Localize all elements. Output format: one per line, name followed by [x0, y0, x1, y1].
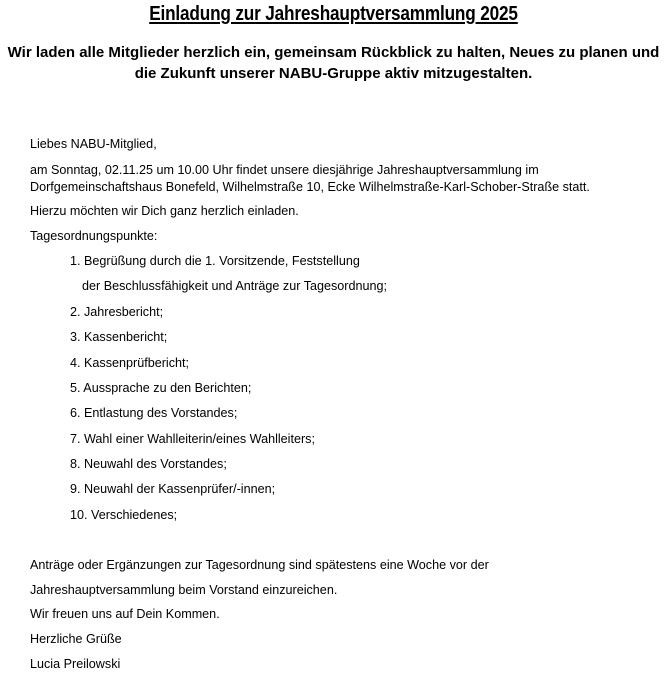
- intro-line-1: am Sonntag, 02.11.25 um 10.00 Uhr findet unsere diesjährige Jahreshauptversammlung im: [30, 163, 539, 177]
- agenda-item-3: 3. Kassenbericht;: [70, 330, 168, 344]
- page-title: Einladung zur Jahreshauptversammlung 2025: [149, 3, 518, 25]
- agenda-item-6: 6. Entlastung des Vorstandes;: [70, 406, 238, 420]
- subtitle-line-2: die Zukunft unserer NABU-Gruppe aktiv mitzugestalten.: [134, 65, 533, 82]
- agenda-item-5: 5. Aussprache zu den Berichten;: [70, 381, 252, 395]
- regards: Herzliche Grüße: [30, 632, 122, 646]
- closing-line-2: Jahreshauptversammlung beim Vorstand einzureichen.: [30, 583, 338, 597]
- agenda-item-1: 1. Begrüßung durch die 1. Vorsitzende, Feststellung: [70, 254, 360, 268]
- agenda-item-10: 10. Verschiedenes;: [70, 508, 178, 522]
- looking-forward: Wir freuen uns auf Dein Kommen.: [30, 607, 220, 621]
- intro-line-2: Dorfgemeinschaftshaus Bonefeld, Wilhelmstraße 10, Ecke Wilhelmstraße-Karl-Schober-Straße statt.: [30, 180, 590, 194]
- signature: Lucia Preilowski: [30, 657, 121, 671]
- agenda-item-2: 2. Jahresbericht;: [70, 305, 164, 319]
- closing-line-1: Anträge oder Ergänzungen zur Tagesordnung sind spätestens eine Woche vor der: [30, 558, 489, 572]
- agenda-item-9: 9. Neuwahl der Kassenprüfer/-innen;: [70, 482, 276, 496]
- agenda-item-8: 8. Neuwahl des Vorstandes;: [70, 457, 227, 471]
- agenda-item-1-continued: der Beschlussfähigkeit und Anträge zur Tagesordnung;: [82, 279, 388, 293]
- invite-text: Hierzu möchten wir Dich ganz herzlich einladen.: [30, 204, 299, 218]
- subtitle: [0, 42, 667, 84]
- greeting: Liebes NABU-Mitglied,: [30, 137, 157, 151]
- agenda-heading: Tagesordnungspunkte:: [30, 229, 158, 243]
- agenda-item-7: 7. Wahl einer Wahlleiterin/eines Wahlleiters;: [70, 432, 315, 446]
- agenda-item-4: 4. Kassenprüfbericht;: [70, 356, 190, 370]
- subtitle-line-1: Wir laden alle Mitglieder herzlich ein, gemeinsam Rückblick zu halten, Neues zu planen und: [7, 44, 660, 61]
